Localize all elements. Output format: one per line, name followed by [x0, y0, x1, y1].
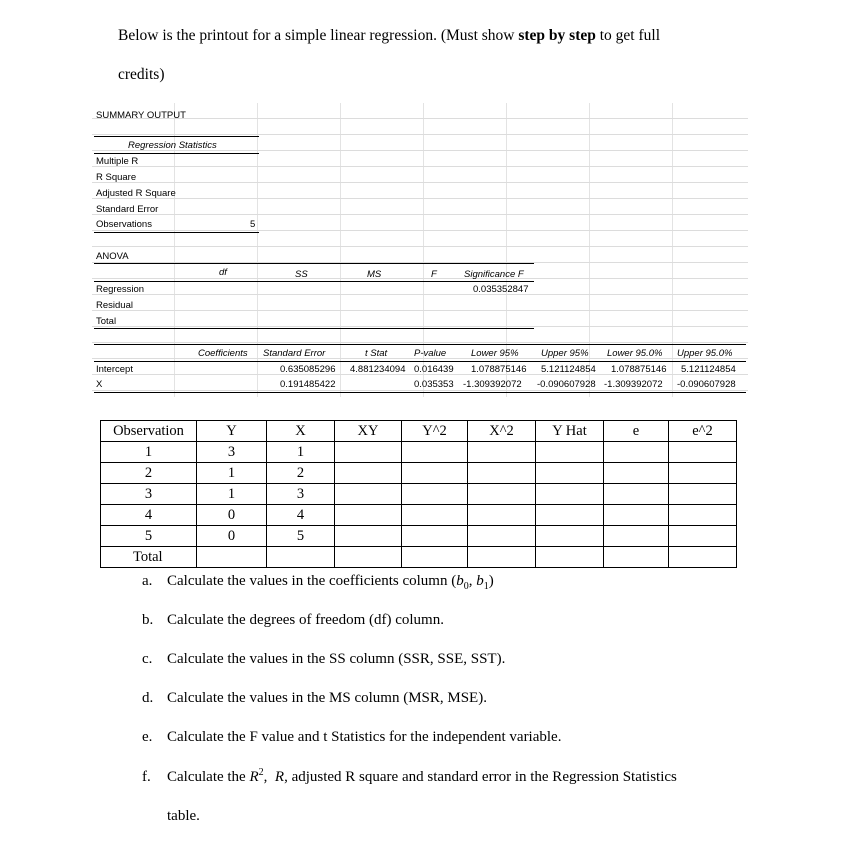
coef-header: P-value [414, 348, 447, 359]
blank-cell [604, 547, 669, 568]
blank-cell [604, 505, 669, 526]
blank-cell [468, 463, 536, 484]
obs-cell: 2 [101, 463, 197, 484]
blank-cell [402, 547, 468, 568]
blank-cell [402, 463, 468, 484]
header-cell: e [604, 421, 669, 442]
question-d: d. Calculate the values in the MS column (MSR, MSE). [142, 690, 487, 706]
blank-cell [536, 484, 604, 505]
x-upper95: -0.090607928 [537, 379, 596, 390]
x-lower950: -1.309392072 [604, 379, 663, 390]
intercept-lower950: 1.078875146 [611, 364, 667, 375]
blank-cell [536, 463, 604, 484]
blank-cell [669, 547, 737, 568]
question-b: b. Calculate the degrees of freedom (df) column. [142, 612, 444, 628]
blank-cell [669, 484, 737, 505]
blank-cell [536, 505, 604, 526]
blank-cell [402, 505, 468, 526]
y-cell: 1 [197, 463, 267, 484]
obs-cell: 3 [101, 484, 197, 505]
total-row [101, 547, 737, 568]
y-cell: 3 [197, 442, 267, 463]
anova-row-label: Residual [96, 300, 133, 311]
table-row [101, 526, 737, 547]
anova-header: SS [295, 269, 308, 280]
observation-table [100, 420, 737, 568]
y-cell: 0 [197, 526, 267, 547]
obs-cell: 1 [101, 442, 197, 463]
anova-row-label: Total [96, 316, 117, 327]
question-a: a. Calculate the values in the coefficients column ($b_0$, $b_1$) [142, 573, 494, 592]
coef-header: Standard Error [263, 348, 326, 359]
header-cell: Y Hat [536, 421, 604, 442]
blank-cell [669, 463, 737, 484]
blank-cell [468, 442, 536, 463]
header-cell: XY [335, 421, 402, 442]
rule [94, 392, 746, 393]
blank-cell [468, 526, 536, 547]
header-cell: X^2 [468, 421, 536, 442]
blank-cell [536, 442, 604, 463]
x-row-label: X [96, 379, 103, 390]
rule [94, 344, 746, 345]
header-cell: X [267, 421, 335, 442]
question-f-line-2: table. [167, 808, 200, 824]
coef-header: t Stat [365, 348, 388, 359]
reg-stat-label: Observations [96, 219, 152, 230]
rule [94, 232, 259, 233]
reg-stat-label: Multiple R [96, 156, 139, 167]
x-cell: 2 [267, 463, 335, 484]
x-lower95: -1.309392072 [463, 379, 522, 390]
blank-cell [267, 547, 335, 568]
rule [94, 136, 259, 137]
blank-cell [197, 547, 267, 568]
blank-cell [669, 526, 737, 547]
anova-header: Significance F [464, 269, 524, 280]
table-row [101, 463, 737, 484]
significance-f-value: 0.035352847 [473, 284, 529, 295]
intercept-upper950: 5.121124854 [681, 364, 736, 375]
x-cell: 5 [267, 526, 335, 547]
question-c: c. Calculate the values in the SS column (SSR, SSE, SST). [142, 651, 506, 667]
blank-cell [335, 526, 402, 547]
rule [94, 361, 746, 362]
blank-cell [604, 463, 669, 484]
coef-header: Upper 95% [541, 348, 589, 359]
summary-title: SUMMARY OUTPUT [96, 110, 186, 121]
blank-cell [402, 484, 468, 505]
blank-cell [604, 484, 669, 505]
obs-cell: 5 [101, 526, 197, 547]
header-cell: Y^2 [402, 421, 468, 442]
rule [94, 263, 534, 264]
anova-row-label: Regression [96, 284, 145, 295]
blank-cell [604, 526, 669, 547]
blank-cell [468, 505, 536, 526]
x-upper950: -0.090607928 [677, 379, 736, 390]
x-cell: 4 [267, 505, 335, 526]
question-f: f. Calculate the $R^2$, R, adjusted R square and standard error in the Regression Statistics [142, 767, 677, 785]
blank-cell [335, 463, 402, 484]
table-header-row [101, 421, 737, 442]
blank-cell [669, 442, 737, 463]
blank-cell [335, 484, 402, 505]
header-cell: e^2 [669, 421, 737, 442]
blank-cell [335, 505, 402, 526]
y-cell: 0 [197, 505, 267, 526]
coef-header: Upper 95.0% [677, 348, 733, 359]
intro-line-1: Below is the printout for a simple linear regression. (Must show step by step to get full [118, 27, 661, 44]
rule [94, 328, 534, 329]
anova-header: F [431, 269, 437, 280]
summary-output-sheet [92, 103, 748, 397]
total-label: Total [101, 547, 197, 568]
reg-stat-label: Standard Error [96, 204, 159, 215]
blank-cell [468, 547, 536, 568]
blank-cell [669, 505, 737, 526]
blank-cell [335, 442, 402, 463]
header-cell: Observation [101, 421, 197, 442]
obs-cell: 4 [101, 505, 197, 526]
intercept-upper95: 5.121124854 [541, 364, 596, 375]
coef-header: Lower 95.0% [607, 348, 663, 359]
table-row [101, 505, 737, 526]
blank-cell [468, 484, 536, 505]
x-cell: 3 [267, 484, 335, 505]
reg-stats-title: Regression Statistics [128, 140, 217, 151]
reg-stat-label: R Square [96, 172, 137, 183]
table-row [101, 484, 737, 505]
x-cell: 1 [267, 442, 335, 463]
blank-cell [402, 442, 468, 463]
table-row [101, 442, 737, 463]
header-cell: Y [197, 421, 267, 442]
y-cell: 1 [197, 484, 267, 505]
question-e: e. Calculate the F value and t Statistics for the independent variable. [142, 729, 562, 745]
anova-title: ANOVA [96, 251, 129, 262]
observations-value: 5 [250, 219, 256, 230]
x-p-value: 0.035353 [414, 379, 454, 390]
reg-stat-label: Adjusted R Square [96, 188, 176, 199]
rule [94, 153, 259, 154]
intercept-p-value: 0.016439 [414, 364, 454, 375]
intercept-t-stat: 4.881234094 [350, 364, 406, 375]
intro-text [118, 26, 738, 85]
anova-header: MS [367, 269, 382, 280]
coef-header: Coefficients [198, 348, 248, 359]
coef-header: Lower 95% [471, 348, 519, 359]
blank-cell [402, 526, 468, 547]
blank-cell [335, 547, 402, 568]
intercept-label: Intercept [96, 364, 133, 375]
intercept-std-error: 0.635085296 [280, 364, 336, 375]
blank-cell [604, 442, 669, 463]
x-std-error: 0.191485422 [280, 379, 336, 390]
rule [94, 281, 534, 282]
intercept-lower95: 1.078875146 [471, 364, 527, 375]
blank-cell [536, 547, 604, 568]
intro-line-2: credits) [118, 66, 165, 83]
anova-header: df [219, 267, 227, 278]
blank-cell [536, 526, 604, 547]
